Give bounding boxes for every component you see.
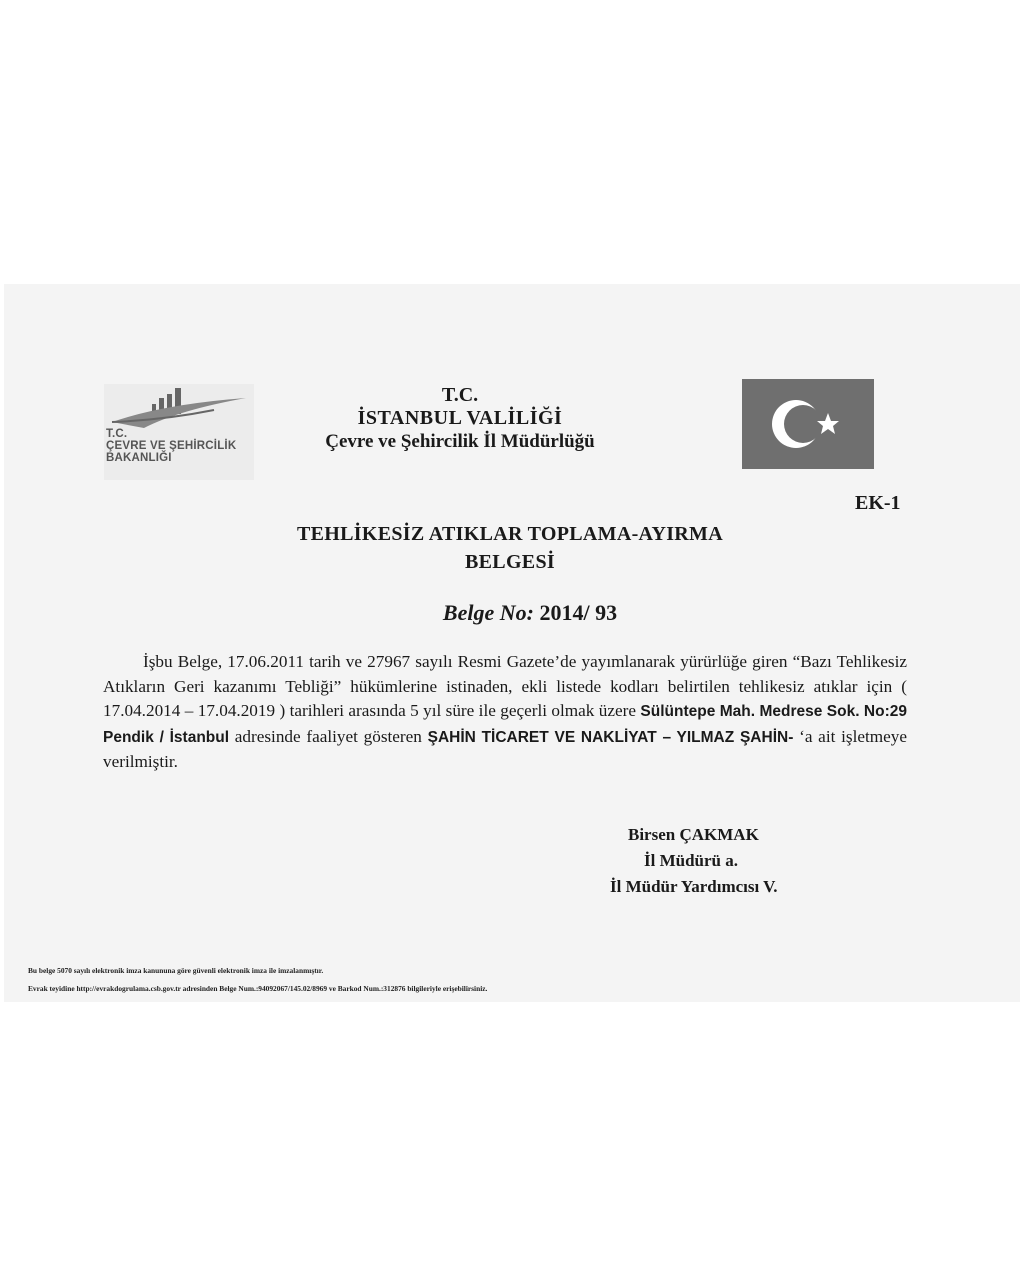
company-name: ŞAHİN TİCARET VE NAKLİYAT – YILMAZ ŞAHİN-: [427, 728, 794, 746]
certificate-number-value: 2014/ 93: [539, 600, 618, 625]
title-line-1: TEHLİKESİZ ATIKLAR TOPLAMA-AYIRMA: [297, 523, 723, 545]
business-address: Sülüntepe Mah. Medrese Sok. No:29 Pendik / İstanbul: [103, 703, 907, 746]
signature-block: [610, 822, 778, 900]
header-line-3: Çevre ve Şehircilik İl Müdürlüğü: [325, 431, 595, 452]
header-line-1: T.C.: [441, 384, 479, 406]
document-title: [200, 520, 820, 576]
certificate-number-label: Belge No:: [442, 600, 534, 625]
footer-line-1: Bu belge 5070 sayılı elektronik imza kanununa göre güvenli elektronik imza ile imzalanmıştır.: [28, 966, 324, 975]
body-paragraph: [103, 650, 907, 775]
ministry-logo: [104, 384, 254, 480]
footer-line-2: Evrak teyidine http://evrakdogrulama.csb.gov.tr adresinden Belge Num.:94092067/145.02/8969 ve Barkod Num.:312876 bilgileriyle erişebilirsiniz.: [28, 984, 488, 993]
signatory-name: Birsen ÇAKMAK: [628, 825, 759, 844]
body-text-2: adresinde faaliyet gösteren: [229, 726, 428, 746]
certificate-number: [300, 600, 760, 626]
annex-label: EK-1: [855, 492, 901, 514]
body-text-3: ‘a ait işletmeye verilmiştir.: [103, 726, 907, 771]
header-line-2: İSTANBUL VALİLİĞİ: [357, 407, 563, 429]
body-text-1: İşbu Belge, 17.06.2011 tarih ve 27967 sayılı Resmi Gazete’de yayımlanarak yürürlüğe giren “Bazı Tehlikesiz Atıkların Geri kazanımı Tebliği” hükümlerine istinaden, ekli listede kodları belirtilen tehlikesiz atıklar için ( 17.04.2014 – 17.04.2019 ) tarihleri arasında 5 yıl süre ile geçerli olmak üzere: [103, 652, 907, 720]
logo-line-2: ÇEVRE VE ŞEHİRCİLİK: [106, 440, 237, 452]
logo-line-1: T.C.: [106, 428, 128, 440]
document-body: [103, 650, 907, 775]
title-line-2: BELGESİ: [465, 551, 555, 573]
signatory-title-2: İl Müdür Yardımcısı V.: [610, 877, 778, 896]
logo-line-3: BAKANLIĞI: [106, 452, 172, 464]
turkish-flag-icon: [742, 379, 874, 469]
signatory-title-1: İl Müdürü a.: [644, 851, 738, 870]
header: [260, 384, 660, 453]
